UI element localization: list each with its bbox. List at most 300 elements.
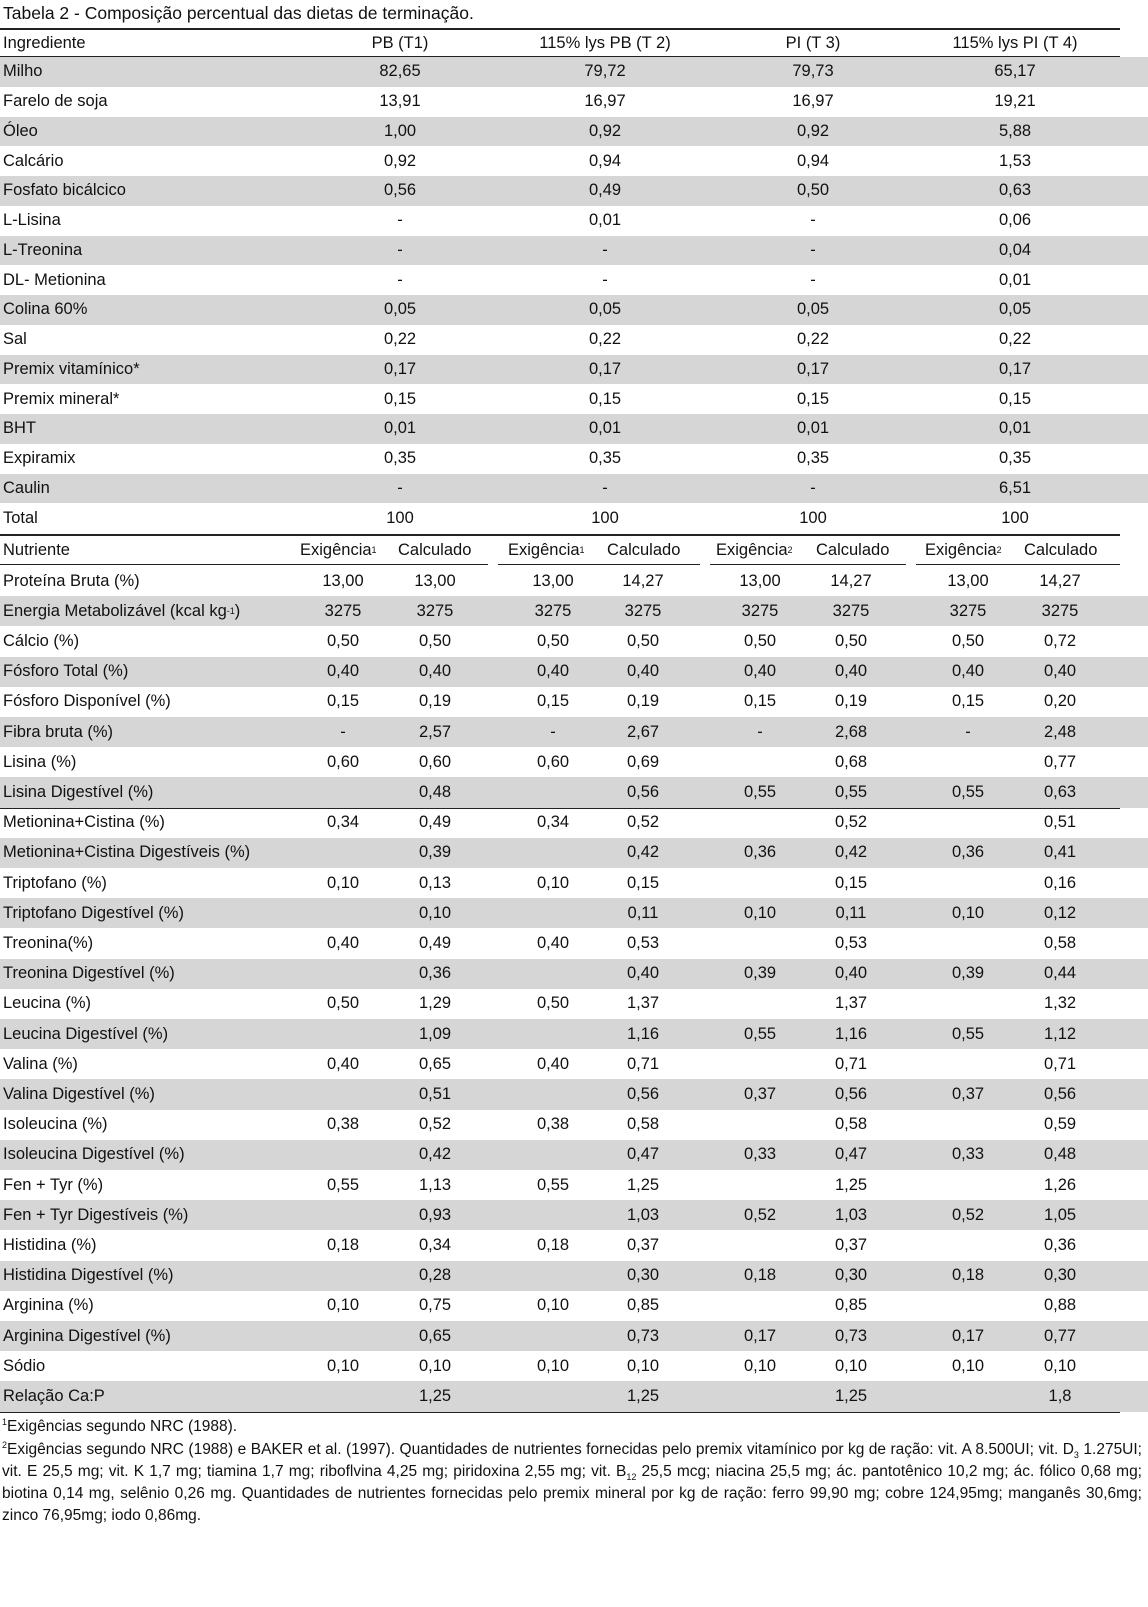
calculado-value: 0,42 bbox=[418, 1145, 452, 1164]
calculado-value: 0,69 bbox=[626, 752, 660, 771]
calculado-value: 0,40 bbox=[834, 964, 868, 983]
ingredient-value: 0,63 bbox=[998, 181, 1032, 200]
exigencia-value: 0,17 bbox=[743, 1326, 777, 1345]
ingredient-row bbox=[0, 503, 1148, 533]
ingredient-value: 79,73 bbox=[792, 62, 834, 81]
exigencia-value: 0,50 bbox=[326, 631, 360, 650]
calculado-value: 0,58 bbox=[834, 1115, 868, 1134]
exigencia-value: 0,50 bbox=[951, 631, 985, 650]
exigencia-value: 0,40 bbox=[536, 933, 570, 952]
exigencia-value bbox=[285, 777, 401, 807]
exigencia-value: 0,55 bbox=[743, 1024, 777, 1043]
ingredient-value: 0,15 bbox=[796, 389, 830, 408]
column-header-diet: 115% lys PB (T 2) bbox=[539, 33, 671, 52]
exigencia-value: 0,39 bbox=[743, 964, 777, 983]
footnote-2-subscript-b: 12 bbox=[626, 1472, 637, 1483]
ingredient-value: 0,17 bbox=[383, 359, 417, 378]
calculado-value: 0,73 bbox=[834, 1326, 868, 1345]
ingredient-value: 5,88 bbox=[998, 121, 1032, 140]
ingredient-value: 0,01 bbox=[796, 419, 830, 438]
nutrient-row bbox=[0, 1381, 1148, 1411]
group-underline bbox=[916, 564, 1120, 565]
exigencia-value: 0,55 bbox=[951, 1024, 985, 1043]
calculado-value: 2,67 bbox=[626, 722, 660, 741]
exigencia-value: - bbox=[757, 722, 763, 741]
nutrient-name: Triptofano Digestível (%) bbox=[3, 903, 184, 922]
calculado-value: 1,29 bbox=[418, 994, 452, 1013]
ingredient-value: 0,35 bbox=[383, 449, 417, 468]
ingredient-value: - bbox=[810, 270, 816, 289]
calculado-value: 0,10 bbox=[418, 1356, 452, 1375]
nutrient-row bbox=[0, 808, 1148, 838]
nutrient-name: Treonina Digestível (%) bbox=[3, 964, 175, 983]
exigencia-value: 0,55 bbox=[536, 1175, 570, 1194]
calculado-value: 0,15 bbox=[834, 873, 868, 892]
exigencia-value bbox=[910, 1170, 1026, 1200]
calculado-value: 0,85 bbox=[626, 1296, 660, 1315]
exigencia-value: - bbox=[550, 722, 556, 741]
ingredient-value: 0,15 bbox=[383, 389, 417, 408]
ingredient-name: Sal bbox=[3, 330, 27, 349]
calculado-value: 0,71 bbox=[626, 1054, 660, 1073]
nutrient-row bbox=[0, 959, 1148, 989]
footnote-2-text-c: 25,5 mcg; niacina 25,5 mg; ác. pantotênico 10,2 mg; ác. fólico 0,68 mg; biotina 0,14 mg, selênio 0,26 mg. Quantidades de nutrientes fornecidas pelo premix mineral por kg de ração: ferro 99,90 mg; cobre 124,95mg; manganês 30,6mg; zinco 76,95mg; iodo 0,86mg. bbox=[2, 1463, 1142, 1524]
calculado-value: 0,42 bbox=[834, 843, 868, 862]
calculado-value: 14,27 bbox=[830, 571, 872, 590]
ingredient-value: 6,51 bbox=[998, 478, 1032, 497]
calculado-value: 1,05 bbox=[1043, 1205, 1077, 1224]
calculado-value: 0,28 bbox=[418, 1266, 452, 1285]
calculado-value: 2,68 bbox=[834, 722, 868, 741]
calculado-value: 1,03 bbox=[626, 1205, 660, 1224]
calculado-value: 1,25 bbox=[418, 1386, 452, 1405]
calculado-value: 0,37 bbox=[834, 1235, 868, 1254]
nutrient-name: Arginina (%) bbox=[3, 1296, 94, 1315]
ingredient-value: 0,15 bbox=[998, 389, 1032, 408]
calculado-value: 0,51 bbox=[1043, 813, 1077, 832]
ingredient-row bbox=[0, 295, 1148, 325]
exigencia-value: 0,10 bbox=[743, 1356, 777, 1375]
calculado-value: 0,93 bbox=[418, 1205, 452, 1224]
calculado-value: 0,13 bbox=[418, 873, 452, 892]
calculado-value: 2,48 bbox=[1043, 722, 1077, 741]
ingredient-value: 0,49 bbox=[588, 181, 622, 200]
ingredient-row bbox=[0, 384, 1148, 414]
exigencia-value: 0,34 bbox=[536, 813, 570, 832]
footnote-2-mark: 2 bbox=[2, 1439, 8, 1450]
footnote-1 bbox=[2, 1416, 1142, 1438]
ingredient-value: 79,72 bbox=[584, 62, 626, 81]
group-underline bbox=[710, 564, 906, 565]
ingredient-name: Fosfato bicálcico bbox=[3, 181, 126, 200]
ingredient-value: 0,35 bbox=[998, 449, 1032, 468]
calculado-value: 0,44 bbox=[1043, 964, 1077, 983]
exigencia-value: 0,37 bbox=[743, 1084, 777, 1103]
ingredient-value: 82,65 bbox=[379, 62, 421, 81]
calculado-value: 0,10 bbox=[1043, 1356, 1077, 1375]
ingredient-row bbox=[0, 325, 1148, 355]
nutrient-row bbox=[0, 1079, 1148, 1109]
nutrient-name: Treonina(%) bbox=[3, 933, 94, 952]
ingredient-name: Farelo de soja bbox=[3, 92, 108, 111]
composition-header-row bbox=[0, 30, 1148, 56]
exigencia-value: 0,40 bbox=[326, 1054, 360, 1073]
ingredient-value: 0,01 bbox=[998, 270, 1032, 289]
calculado-value: 0,75 bbox=[418, 1296, 452, 1315]
column-header-calculado: Calculado bbox=[607, 540, 681, 559]
exigencia-value: 3275 bbox=[741, 601, 779, 620]
calculado-value: 0,40 bbox=[1043, 662, 1077, 681]
ingredient-value: 0,56 bbox=[383, 181, 417, 200]
exigencia-value: 0,40 bbox=[326, 933, 360, 952]
exigencia-value: 0,40 bbox=[536, 1054, 570, 1073]
calculado-value: 13,00 bbox=[414, 571, 456, 590]
nutrient-row bbox=[0, 566, 1148, 596]
calculado-value: 0,52 bbox=[626, 813, 660, 832]
ingredient-value: 0,17 bbox=[796, 359, 830, 378]
ingredient-value: 0,94 bbox=[588, 151, 622, 170]
calculado-value: 0,47 bbox=[834, 1145, 868, 1164]
ingredient-value: 0,17 bbox=[588, 359, 622, 378]
nutrient-row bbox=[0, 1200, 1148, 1230]
exigencia-value bbox=[285, 1321, 401, 1351]
table-title: Tabela 2 - Composição percentual das dietas de terminação. bbox=[3, 3, 474, 23]
ingredient-value: 0,94 bbox=[796, 151, 830, 170]
exigencia-value bbox=[910, 1291, 1026, 1321]
ingredient-value: 19,21 bbox=[994, 92, 1036, 111]
exigencia-value: 13,00 bbox=[947, 571, 989, 590]
ingredient-value: 100 bbox=[591, 508, 619, 527]
exigencia-value: 0,50 bbox=[326, 994, 360, 1013]
nutrient-row bbox=[0, 989, 1148, 1019]
calculado-value: 0,50 bbox=[418, 631, 452, 650]
calculado-value: 0,40 bbox=[418, 662, 452, 681]
exigencia-value: 0,34 bbox=[326, 813, 360, 832]
exigencia-value bbox=[285, 959, 401, 989]
calculado-value: 0,49 bbox=[418, 933, 452, 952]
ingredient-value: - bbox=[602, 478, 608, 497]
nutrient-row bbox=[0, 1261, 1148, 1291]
calculado-value: 0,20 bbox=[1043, 692, 1077, 711]
nutrient-name: Proteína Bruta (%) bbox=[3, 571, 140, 590]
calculado-value: 0,56 bbox=[626, 1084, 660, 1103]
ingredient-value: - bbox=[810, 478, 816, 497]
exigencia-value: 0,60 bbox=[536, 752, 570, 771]
ingredient-value: 0,35 bbox=[796, 449, 830, 468]
exigencia-value: 0,55 bbox=[326, 1175, 360, 1194]
ingredient-value: 100 bbox=[386, 508, 414, 527]
exigencia-label: Exigência bbox=[925, 540, 997, 559]
ingredient-value: - bbox=[397, 270, 403, 289]
ingredient-value: 1,53 bbox=[998, 151, 1032, 170]
column-header-diet: 115% lys PI (T 4) bbox=[952, 33, 1078, 52]
exigencia-value: 0,38 bbox=[536, 1115, 570, 1134]
nutrient-name: Lisina (%) bbox=[3, 752, 77, 771]
ingredient-row bbox=[0, 236, 1148, 266]
ingredient-value: 0,22 bbox=[796, 330, 830, 349]
calculado-value: 0,72 bbox=[1043, 631, 1077, 650]
calculado-value: 0,39 bbox=[418, 843, 452, 862]
ingredient-value: 0,50 bbox=[796, 181, 830, 200]
calculado-value: 0,10 bbox=[626, 1356, 660, 1375]
exigencia-value: 0,55 bbox=[743, 782, 777, 801]
exigencia-value: 0,17 bbox=[951, 1326, 985, 1345]
calculado-value: 0,19 bbox=[834, 692, 868, 711]
calculado-value: 3275 bbox=[1041, 601, 1079, 620]
exigencia-value bbox=[910, 1381, 1026, 1411]
exigencia-value: 0,18 bbox=[951, 1266, 985, 1285]
nutrient-row bbox=[0, 1321, 1148, 1351]
ingredient-name: Colina 60% bbox=[3, 300, 88, 319]
ingredient-name: Calcário bbox=[3, 151, 64, 170]
nutrient-row bbox=[0, 1351, 1148, 1381]
calculado-value: 0,42 bbox=[626, 843, 660, 862]
group-underline bbox=[0, 564, 488, 565]
ingredient-row bbox=[0, 87, 1148, 117]
calculado-value: 0,58 bbox=[626, 1115, 660, 1134]
exigencia-value: 0,10 bbox=[951, 1356, 985, 1375]
exigencia-label: Exigência bbox=[716, 540, 788, 559]
calculado-value: 0,19 bbox=[418, 692, 452, 711]
exigencia-value bbox=[910, 747, 1026, 777]
ingredient-value: 0,01 bbox=[998, 419, 1032, 438]
calculado-value: 0,88 bbox=[1043, 1296, 1077, 1315]
calculado-value: 0,19 bbox=[626, 692, 660, 711]
ingredient-value: - bbox=[397, 211, 403, 230]
nutrient-name: Energia Metabolizável (kcal kg -1 ) bbox=[3, 601, 241, 620]
nutrient-name: Arginina Digestível (%) bbox=[3, 1326, 171, 1345]
nutrient-name: Valina (%) bbox=[3, 1054, 78, 1073]
nutrient-row bbox=[0, 928, 1148, 958]
calculado-value: 0,11 bbox=[627, 903, 659, 922]
ingredient-row bbox=[0, 474, 1148, 504]
exigencia-value: - bbox=[965, 722, 971, 741]
calculado-value: 1,25 bbox=[834, 1386, 868, 1405]
ingredient-value: 100 bbox=[799, 508, 827, 527]
ingredient-name: DL- Metionina bbox=[3, 270, 106, 289]
ingredient-row bbox=[0, 146, 1148, 176]
exigencia-value: 0,37 bbox=[951, 1084, 985, 1103]
footnote-2-text-b: 1.275UI; vit. E 25,5 mg; vit. K 1,7 mg; tiamina 1,7 mg; riboflvina 4,25 mg; piridoxina 2,55 mg; vit. B bbox=[2, 1441, 1142, 1480]
exigencia-value bbox=[910, 1230, 1026, 1260]
exigencia-value: 0,33 bbox=[743, 1145, 777, 1164]
ingredient-name: L-Lisina bbox=[3, 211, 61, 230]
calculado-value: 1,16 bbox=[626, 1024, 660, 1043]
exigencia-label: Exigência bbox=[300, 540, 372, 559]
ingredient-row bbox=[0, 57, 1148, 87]
calculado-value: 0,47 bbox=[626, 1145, 660, 1164]
calculado-value: 0,52 bbox=[834, 813, 868, 832]
ingredient-row bbox=[0, 444, 1148, 474]
calculado-value: 3275 bbox=[832, 601, 870, 620]
nutrient-row bbox=[0, 868, 1148, 898]
ingredient-name: Óleo bbox=[3, 121, 38, 140]
calculado-value: 0,52 bbox=[418, 1115, 452, 1134]
ingredient-value: 0,05 bbox=[383, 300, 417, 319]
calculado-value: 1,32 bbox=[1043, 994, 1077, 1013]
calculado-value: 0,71 bbox=[834, 1054, 868, 1073]
energy-label-end: ) bbox=[234, 601, 241, 620]
ingredient-value: - bbox=[602, 270, 608, 289]
ingredient-name: Total bbox=[3, 508, 38, 527]
calculado-value: 0,49 bbox=[418, 813, 452, 832]
exigencia-value: 0,10 bbox=[536, 1356, 570, 1375]
calculado-value: 0,56 bbox=[834, 1084, 868, 1103]
ingredient-name: Premix mineral* bbox=[3, 389, 120, 408]
nutrient-name: Triptofano (%) bbox=[3, 873, 107, 892]
ingredient-row bbox=[0, 206, 1148, 236]
exigencia-value: 0,52 bbox=[743, 1205, 777, 1224]
column-header-diet: PB (T1) bbox=[371, 33, 429, 52]
nutrient-name: Cálcio (%) bbox=[3, 631, 80, 650]
exigencia-value: 0,39 bbox=[951, 964, 985, 983]
calculado-value: 0,73 bbox=[626, 1326, 660, 1345]
calculado-value: 1,8 bbox=[1048, 1386, 1072, 1405]
exigencia-value: 0,50 bbox=[536, 631, 570, 650]
exigencia-value bbox=[285, 1140, 401, 1170]
exigencia-value bbox=[285, 1200, 401, 1230]
calculado-value: 1,37 bbox=[834, 994, 868, 1013]
exigencia-value: 0,10 bbox=[326, 1356, 360, 1375]
nutrient-row bbox=[0, 687, 1148, 717]
nutrient-row bbox=[0, 1291, 1148, 1321]
ingredient-value: 0,04 bbox=[998, 240, 1032, 259]
column-header-calculado: Calculado bbox=[816, 540, 890, 559]
ingredient-value: 0,15 bbox=[588, 389, 622, 408]
ingredient-value: 0,06 bbox=[998, 211, 1032, 230]
calculado-value: 14,27 bbox=[1039, 571, 1081, 590]
exigencia-value: 0,18 bbox=[536, 1235, 570, 1254]
column-header-exigencia: Exigência 1 bbox=[300, 540, 377, 559]
calculado-value: 0,71 bbox=[1043, 1054, 1077, 1073]
ingredient-value: 100 bbox=[1001, 508, 1029, 527]
nutrient-row bbox=[0, 898, 1148, 928]
nutrient-name: Leucina (%) bbox=[3, 994, 92, 1013]
exigencia-value: 0,60 bbox=[326, 752, 360, 771]
exigencia-value: 0,18 bbox=[326, 1235, 360, 1254]
exigencia-value bbox=[910, 928, 1026, 958]
nutrient-row bbox=[0, 657, 1148, 687]
exigencia-value: 0,50 bbox=[743, 631, 777, 650]
calculado-value: 0,56 bbox=[1043, 1084, 1077, 1103]
ingredient-value: - bbox=[810, 211, 816, 230]
ingredient-value: 0,17 bbox=[998, 359, 1032, 378]
calculado-value: 1,26 bbox=[1043, 1175, 1077, 1194]
ingredient-row bbox=[0, 355, 1148, 385]
exigencia-value: 0,10 bbox=[536, 873, 570, 892]
exigencia-value: 3275 bbox=[534, 601, 572, 620]
exigencia-value: 0,15 bbox=[743, 692, 777, 711]
nutrient-row bbox=[0, 1110, 1148, 1140]
calculado-value: 0,77 bbox=[1043, 752, 1077, 771]
calculado-value: 0,36 bbox=[1043, 1235, 1077, 1254]
calculado-value: 0,41 bbox=[1043, 843, 1077, 862]
nutrient-row bbox=[0, 1019, 1148, 1049]
calculado-value: 0,53 bbox=[626, 933, 660, 952]
ingredient-value: 0,05 bbox=[588, 300, 622, 319]
nutrient-row bbox=[0, 1049, 1148, 1079]
nutrient-name: Isoleucina Digestível (%) bbox=[3, 1145, 185, 1164]
nutrient-name: Metionina+Cistina (%) bbox=[3, 813, 165, 832]
nutrient-name: Fibra bruta (%) bbox=[3, 722, 114, 741]
calculado-value: 3275 bbox=[624, 601, 662, 620]
exigencia-value: 0,40 bbox=[743, 662, 777, 681]
calculado-value: 0,60 bbox=[418, 752, 452, 771]
calculado-value: 2,57 bbox=[418, 722, 452, 741]
calculado-value: 1,13 bbox=[418, 1175, 452, 1194]
column-header-ingrediente: Ingrediente bbox=[3, 33, 86, 52]
column-header-exigencia: Exigência 2 bbox=[716, 540, 793, 559]
ingredient-name: Expiramix bbox=[3, 449, 76, 468]
exigencia-value bbox=[285, 1381, 401, 1411]
nutrient-row bbox=[0, 1140, 1148, 1170]
exigencia-value: 3275 bbox=[324, 601, 362, 620]
calculado-value: 0,16 bbox=[1043, 873, 1077, 892]
calculado-value: 0,59 bbox=[1043, 1115, 1077, 1134]
calculado-value: 0,11 bbox=[835, 903, 867, 922]
footnote-2 bbox=[2, 1439, 1142, 1527]
nutrient-name: Valina Digestível (%) bbox=[3, 1084, 155, 1103]
ingredient-value: 0,92 bbox=[796, 121, 830, 140]
nutrient-row bbox=[0, 626, 1148, 656]
exigencia-value bbox=[285, 1079, 401, 1109]
exigencia-value: 0,15 bbox=[951, 692, 985, 711]
ingredient-value: 1,00 bbox=[383, 121, 417, 140]
ingredient-value: - bbox=[397, 478, 403, 497]
nutrient-row bbox=[0, 717, 1148, 747]
nutrient-name: Fen + Tyr (%) bbox=[3, 1175, 104, 1194]
calculado-value: 0,40 bbox=[626, 964, 660, 983]
calculado-value: 0,30 bbox=[834, 1266, 868, 1285]
nutrient-name: Fósforo Disponível (%) bbox=[3, 692, 171, 711]
ingredient-name: Premix vitamínico* bbox=[3, 359, 140, 378]
calculado-value: 0,50 bbox=[626, 631, 660, 650]
footnote-2-subscript-d: 3 bbox=[1073, 1450, 1079, 1461]
exigencia-value: 0,15 bbox=[536, 692, 570, 711]
ingredient-value: - bbox=[397, 240, 403, 259]
nutrient-name: Metionina+Cistina Digestíveis (%) bbox=[3, 843, 251, 862]
nutrient-name: Sódio bbox=[3, 1356, 46, 1375]
calculado-value: 0,63 bbox=[1043, 782, 1077, 801]
ingredient-row bbox=[0, 414, 1148, 444]
calculado-value: 3275 bbox=[416, 601, 454, 620]
calculado-value: 0,40 bbox=[834, 662, 868, 681]
footnote-1-text: Exigências segundo NRC (1988). bbox=[7, 1418, 238, 1435]
calculado-value: 14,27 bbox=[622, 571, 664, 590]
calculado-value: 1,09 bbox=[418, 1024, 452, 1043]
exigencia-value: 0,38 bbox=[326, 1115, 360, 1134]
exigencia-value: 0,36 bbox=[743, 843, 777, 862]
exigencia-value: 13,00 bbox=[739, 571, 781, 590]
exigencia-value: 0,10 bbox=[326, 1296, 360, 1315]
exigencia-value: 0,52 bbox=[951, 1205, 985, 1224]
exigencia-value: 13,00 bbox=[532, 571, 574, 590]
calculado-value: 0,56 bbox=[626, 782, 660, 801]
ingredient-value: 0,22 bbox=[588, 330, 622, 349]
nutrient-name: Lisina Digestível (%) bbox=[3, 782, 154, 801]
ingredient-value: 0,05 bbox=[796, 300, 830, 319]
exigencia-label: Exigência bbox=[508, 540, 580, 559]
nutrient-row bbox=[0, 596, 1148, 626]
ingredient-value: 0,01 bbox=[383, 419, 417, 438]
ingredient-value: 13,91 bbox=[379, 92, 421, 111]
table-bottom-rule bbox=[0, 1412, 1120, 1414]
calculado-value: 1,25 bbox=[626, 1175, 660, 1194]
ingredient-value: 0,22 bbox=[383, 330, 417, 349]
calculado-value: 0,50 bbox=[834, 631, 868, 650]
ingredient-value: 16,97 bbox=[792, 92, 834, 111]
calculado-value: 0,85 bbox=[834, 1296, 868, 1315]
